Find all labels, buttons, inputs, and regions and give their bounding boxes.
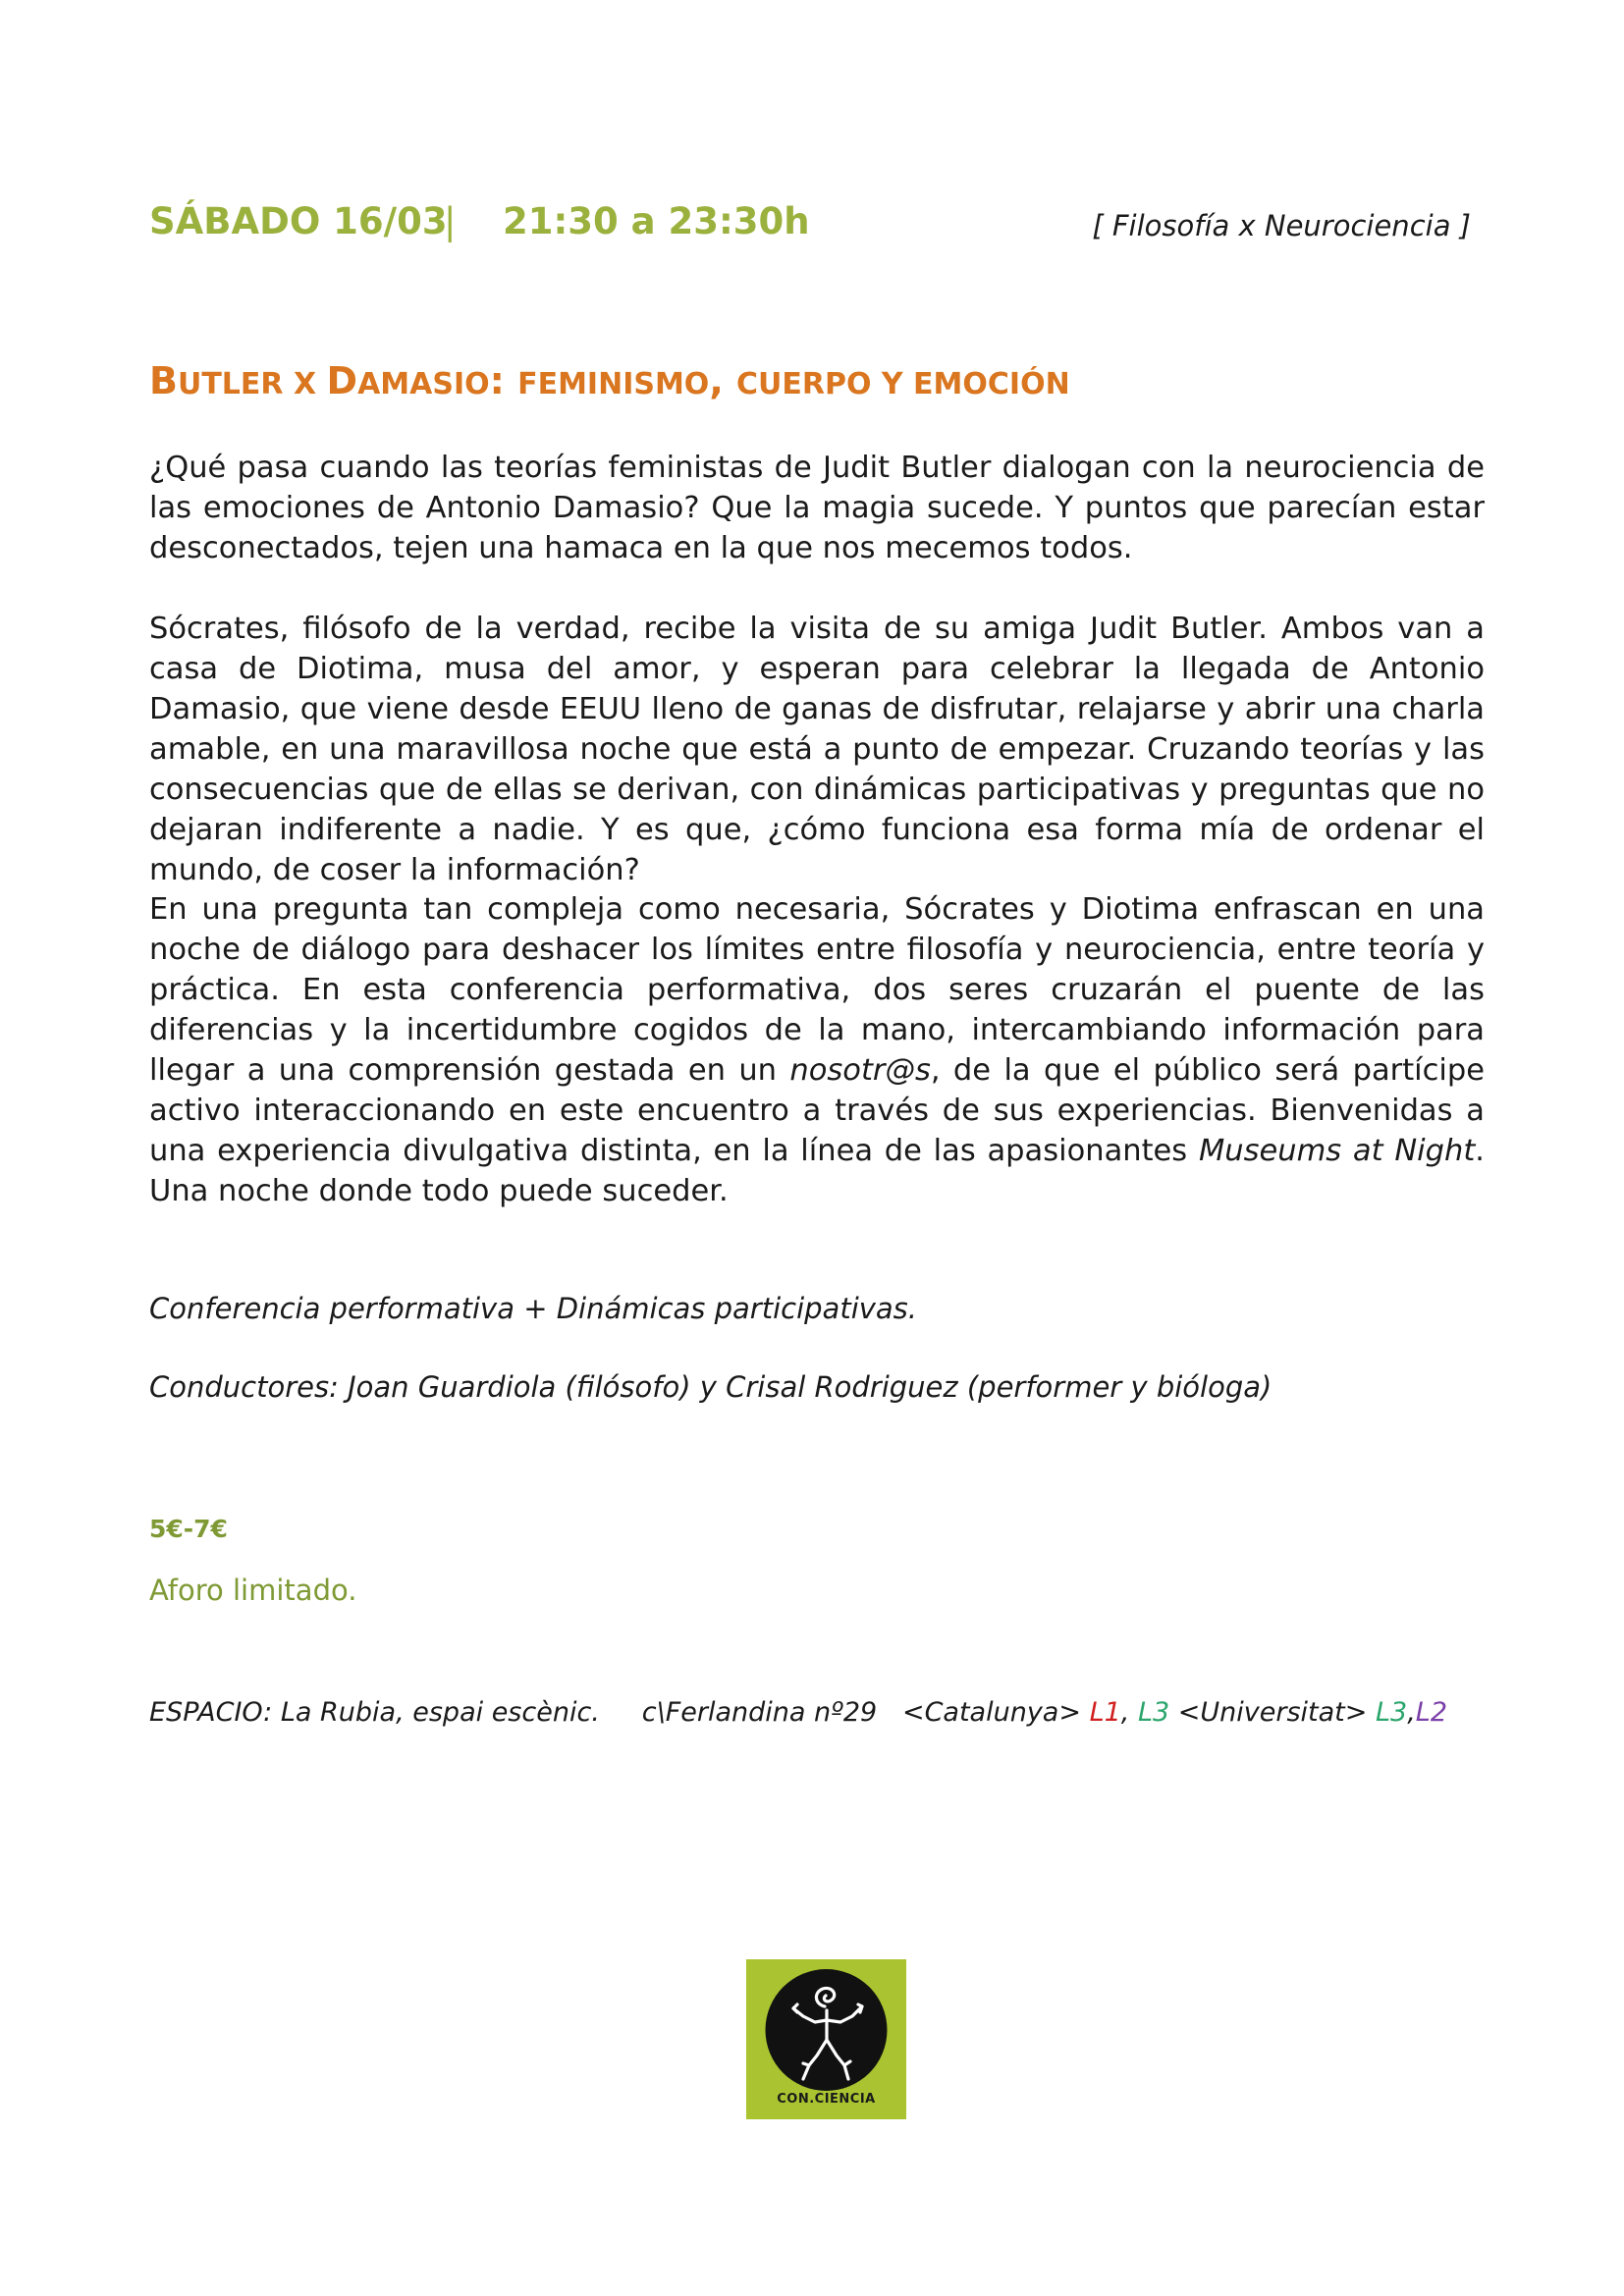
metro-line-l1: L1 (1089, 1697, 1121, 1728)
title-damasio: AMASIO (357, 367, 490, 401)
venue-label: ESPACIO: La Rubia, espai escènic. c\Ferlandina nº29 <Catalunya> (149, 1697, 1090, 1728)
hosts-note: Conductores: Joan Guardiola (filósofo) y Crisal Rodriguez (performer y bióloga) (149, 1370, 1272, 1404)
venue-line (149, 1694, 1447, 1732)
title-cuerpo: CUERPO Y EMOCIÓN (735, 367, 1070, 401)
event-title (149, 353, 1070, 416)
title-feminismo: FEMINISMO (517, 367, 710, 401)
title-initial-b: B (149, 359, 178, 402)
paragraph-intro: ¿Qué pasa cuando las teorías feministas de Judit Butler dialogan con la neurociencia de las emociones de Antonio Damasio? Que la magia sucede. Y puntos que parecían estar desconectados, tejen una hamaca en la que nos mecemos todos. (149, 451, 1485, 565)
paragraph-description-a: En una pregunta tan compleja como necesaria, Sócrates y Diotima enfrascan en una noche de diálogo para deshacer los límites entre filosofía y neurociencia, entre teoría y práctica. En esta conferencia performativa, dos seres cruzarán el puente de las diferencias y la incertidumbre cogidos de la mano, intercambiando información para llegar a una comprensión gestada en un (149, 892, 1485, 1088)
venue-comma-2: , (1407, 1697, 1416, 1728)
format-note: Conferencia performativa + Dinámicas participativas. (149, 1292, 918, 1325)
title-comma: , (709, 359, 736, 402)
metro-line-l2: L2 (1415, 1697, 1448, 1728)
title-butler: UTLER X (177, 367, 327, 401)
venue-universitat: <Universitat> (1169, 1697, 1376, 1728)
paragraph-description-b: , de la que el público será partícipe activo interaccionando en este encuentro a través de sus experiencias. Bienvenidas a una experiencia divulgativa distinta, en la línea de las apasionantes (149, 1053, 1485, 1168)
venue-comma-1: , (1120, 1697, 1138, 1728)
conciencia-logo (746, 1959, 906, 2119)
category-tag: [ Filosofía x Neurociencia ] (1092, 209, 1471, 242)
museums-at-night-emphasis: Museums at Night (1198, 1134, 1476, 1168)
paragraph-description (149, 889, 1485, 1211)
price: 5€-7€ (149, 1515, 228, 1543)
metro-line-l3-universitat: L3 (1375, 1697, 1408, 1728)
header-separator: | (444, 200, 457, 242)
event-time: 21:30 a 23:30h (503, 200, 810, 242)
nosotros-emphasis: nosotr@s (789, 1053, 931, 1088)
logo-text: CON.CIENCIA (777, 2092, 876, 2107)
paragraph-description-c: . Una noche donde todo puede suceder. (149, 1134, 1485, 1208)
paragraph-story: Sócrates, filósofo de la verdad, recibe la visita de su amiga Judit Butler. Ambos van a casa de Diotima, musa del amor, y esperan para celebrar la llegada de Antonio Damasio, que viene desde EEUU lleno de ganas de disfrutar, relajarse y abrir una charla amable, en una maravillosa noche que está a punto de empezar. Cruzando teorías y las consecuencias que de ellas se derivan, con dinámicas participativas y preguntas que no dejaran indiferente a nadie. Y es que, ¿cómo funciona esa forma mía de ordenar el mundo, de coser la información? (149, 612, 1485, 887)
title-initial-d: D (326, 359, 358, 402)
event-date: SÁBADO 16/03 (149, 200, 448, 242)
title-colon: : (489, 359, 518, 402)
metro-line-l3-catalunya: L3 (1137, 1697, 1170, 1728)
capacity-note: Aforo limitado. (149, 1574, 357, 1607)
